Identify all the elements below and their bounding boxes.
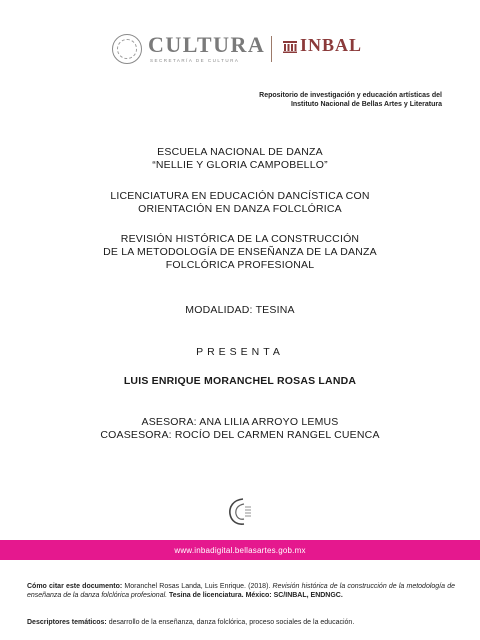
presenta-label: PRESENTA (196, 346, 284, 358)
repository-line-1: Repositorio de investigación y educación artísticas del (259, 92, 442, 99)
thesis-title-line-3: FOLCLÓRICA PROFESIONAL (165, 259, 315, 271)
school-name: ESCUELA NACIONAL DE DANZA (157, 146, 323, 158)
author-name: LUIS ENRIQUE MORANCHEL ROSAS LANDA (123, 375, 357, 387)
thesis-title-line-2: DE LA METODOLOGÍA DE ENSEÑANZA DE LA DANZA (103, 246, 377, 258)
descriptors-value: desarrollo de la enseñanza, danza folclórica, proceso sociales de la educación. (108, 619, 355, 626)
advisor: ASESORA: ANA LILIA ARROYO LEMUS (141, 416, 339, 428)
modality: MODALIDAD: TESINA (185, 304, 295, 316)
advisors-block (0, 416, 480, 442)
citation-title: Revisión histórica de la construcción de la metodología de enseñanza de la danza folclórica profesional. (27, 583, 455, 599)
citation-label: Cómo citar este documento: (27, 583, 123, 590)
descriptors-label: Descriptores temáticos: (27, 619, 107, 626)
inbal-building-icon (282, 38, 298, 54)
url-banner (0, 540, 480, 560)
repository-url[interactable]: www.inbadigital.bellasartes.gob.mx (174, 545, 306, 555)
school-emblem-icon (223, 495, 257, 529)
citation-text (27, 582, 455, 600)
school-block (0, 146, 480, 172)
repository-caption (259, 91, 442, 109)
degree-block (0, 190, 480, 216)
inbal-logo-text: INBAL (300, 35, 363, 55)
logo-divider (271, 36, 272, 62)
citation-author: Moranchel Rosas Landa, Luis Enrique. (2018). (124, 583, 271, 590)
citation-type: Tesina de licenciatura. (169, 592, 244, 599)
repository-line-2: Instituto Nacional de Bellas Artes y Literatura (290, 101, 442, 108)
thesis-title-line-1: REVISIÓN HISTÓRICA DE LA CONSTRUCCIÓN (120, 233, 360, 245)
coadvisor: COASESORA: ROCÍO DEL CARMEN RANGEL CUENCA (100, 429, 380, 441)
degree-line-1: LICENCIATURA EN EDUCACIÓN DANCÍSTICA CON (110, 190, 370, 202)
cultura-logo-subtitle: SECRETARÍA DE CULTURA (150, 58, 240, 63)
cultura-logo-text: CULTURA (148, 32, 266, 57)
secretaria-cultura-seal-icon (112, 34, 142, 64)
degree-line-2: ORIENTACIÓN EN DANZA FOLCLÓRICA (138, 203, 342, 215)
school-subname: “NELLIE Y GLORIA CAMPOBELLO” (152, 159, 328, 171)
thesis-title (0, 233, 480, 272)
descriptors-text (27, 618, 455, 627)
citation-place: México: SC/INBAL, ENDNGC. (245, 592, 343, 599)
